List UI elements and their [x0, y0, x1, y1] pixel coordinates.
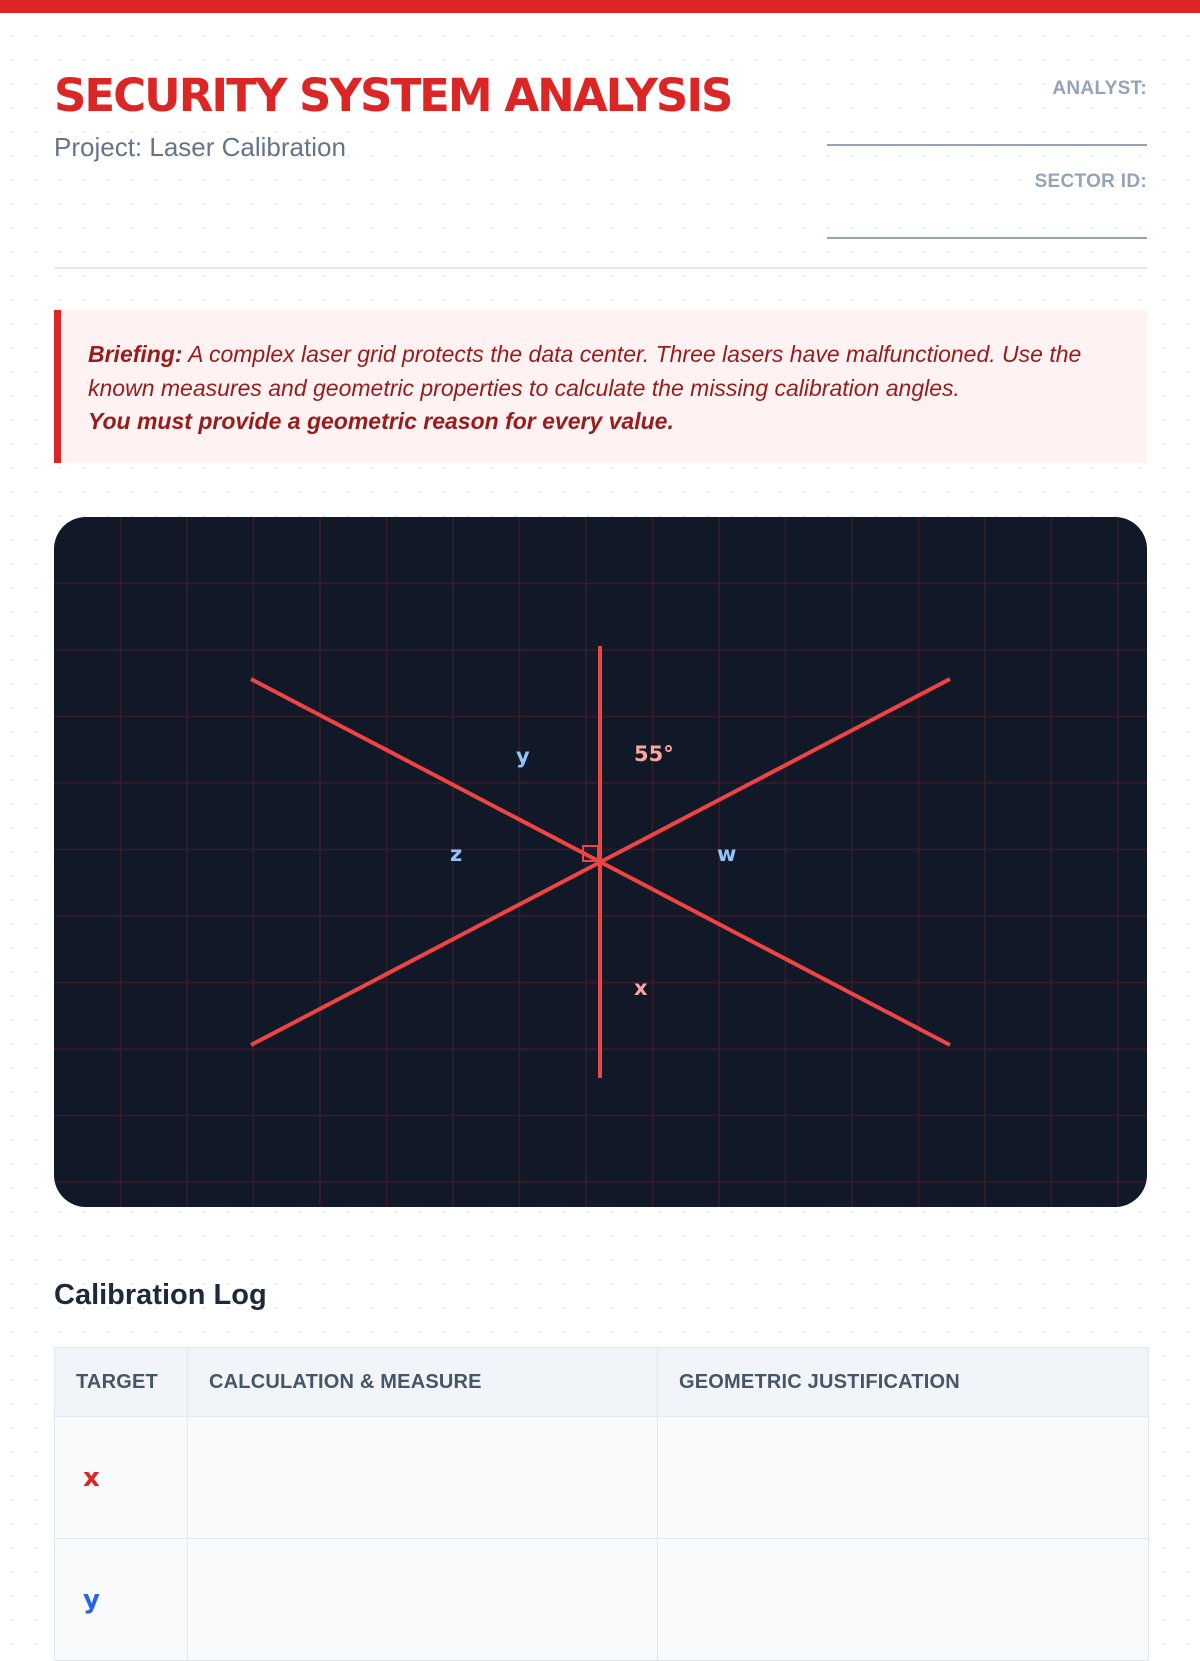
- calibration-log-table: [54, 1347, 1149, 1661]
- angle-label-y: y: [516, 744, 530, 768]
- angle-label-w: w: [717, 842, 737, 866]
- column-header-justification: GEOMETRIC JUSTIFICATION: [658, 1348, 1149, 1417]
- calculation-cell[interactable]: [188, 1417, 658, 1539]
- angle-label-z: z: [450, 842, 463, 866]
- target-x: x: [83, 1462, 100, 1493]
- column-header-calculation: CALCULATION & MEASURE: [188, 1348, 658, 1417]
- angle-label-x: x: [634, 976, 648, 1000]
- laser-grid-diagram: [54, 517, 1147, 1207]
- header-divider: [54, 267, 1147, 269]
- table-row: [55, 1417, 1149, 1539]
- column-header-target: TARGET: [55, 1348, 188, 1417]
- target-cell: [55, 1417, 188, 1539]
- briefing-emphasis: You must provide a geometric reason for every value.: [88, 408, 674, 434]
- project-subtitle: Project: Laser Calibration: [54, 132, 346, 162]
- sector-id-label: SECTOR ID:: [1034, 171, 1147, 192]
- top-accent-bar: [0, 0, 1200, 13]
- table-header-row: [55, 1348, 1149, 1417]
- sector-id-field-line[interactable]: [827, 237, 1147, 239]
- analyst-field-line[interactable]: [827, 144, 1147, 146]
- laser-grid-svg: [54, 517, 1147, 1207]
- justification-cell[interactable]: [658, 1417, 1149, 1539]
- angle-label-given: 55°: [634, 742, 674, 766]
- briefing-callout: [54, 310, 1147, 463]
- briefing-lead: Briefing:: [88, 341, 183, 367]
- analyst-label: ANALYST:: [1052, 78, 1147, 99]
- briefing-text: A complex laser grid protects the data center. Three lasers have malfunctioned. Use the known measures and geometric properties to calculate the missing calibration angles.: [88, 341, 1082, 401]
- calibration-log-title: Calibration Log: [54, 1279, 267, 1311]
- target-y: y: [83, 1584, 100, 1615]
- page-title: SECURITY SYSTEM ANALYSIS: [54, 69, 732, 122]
